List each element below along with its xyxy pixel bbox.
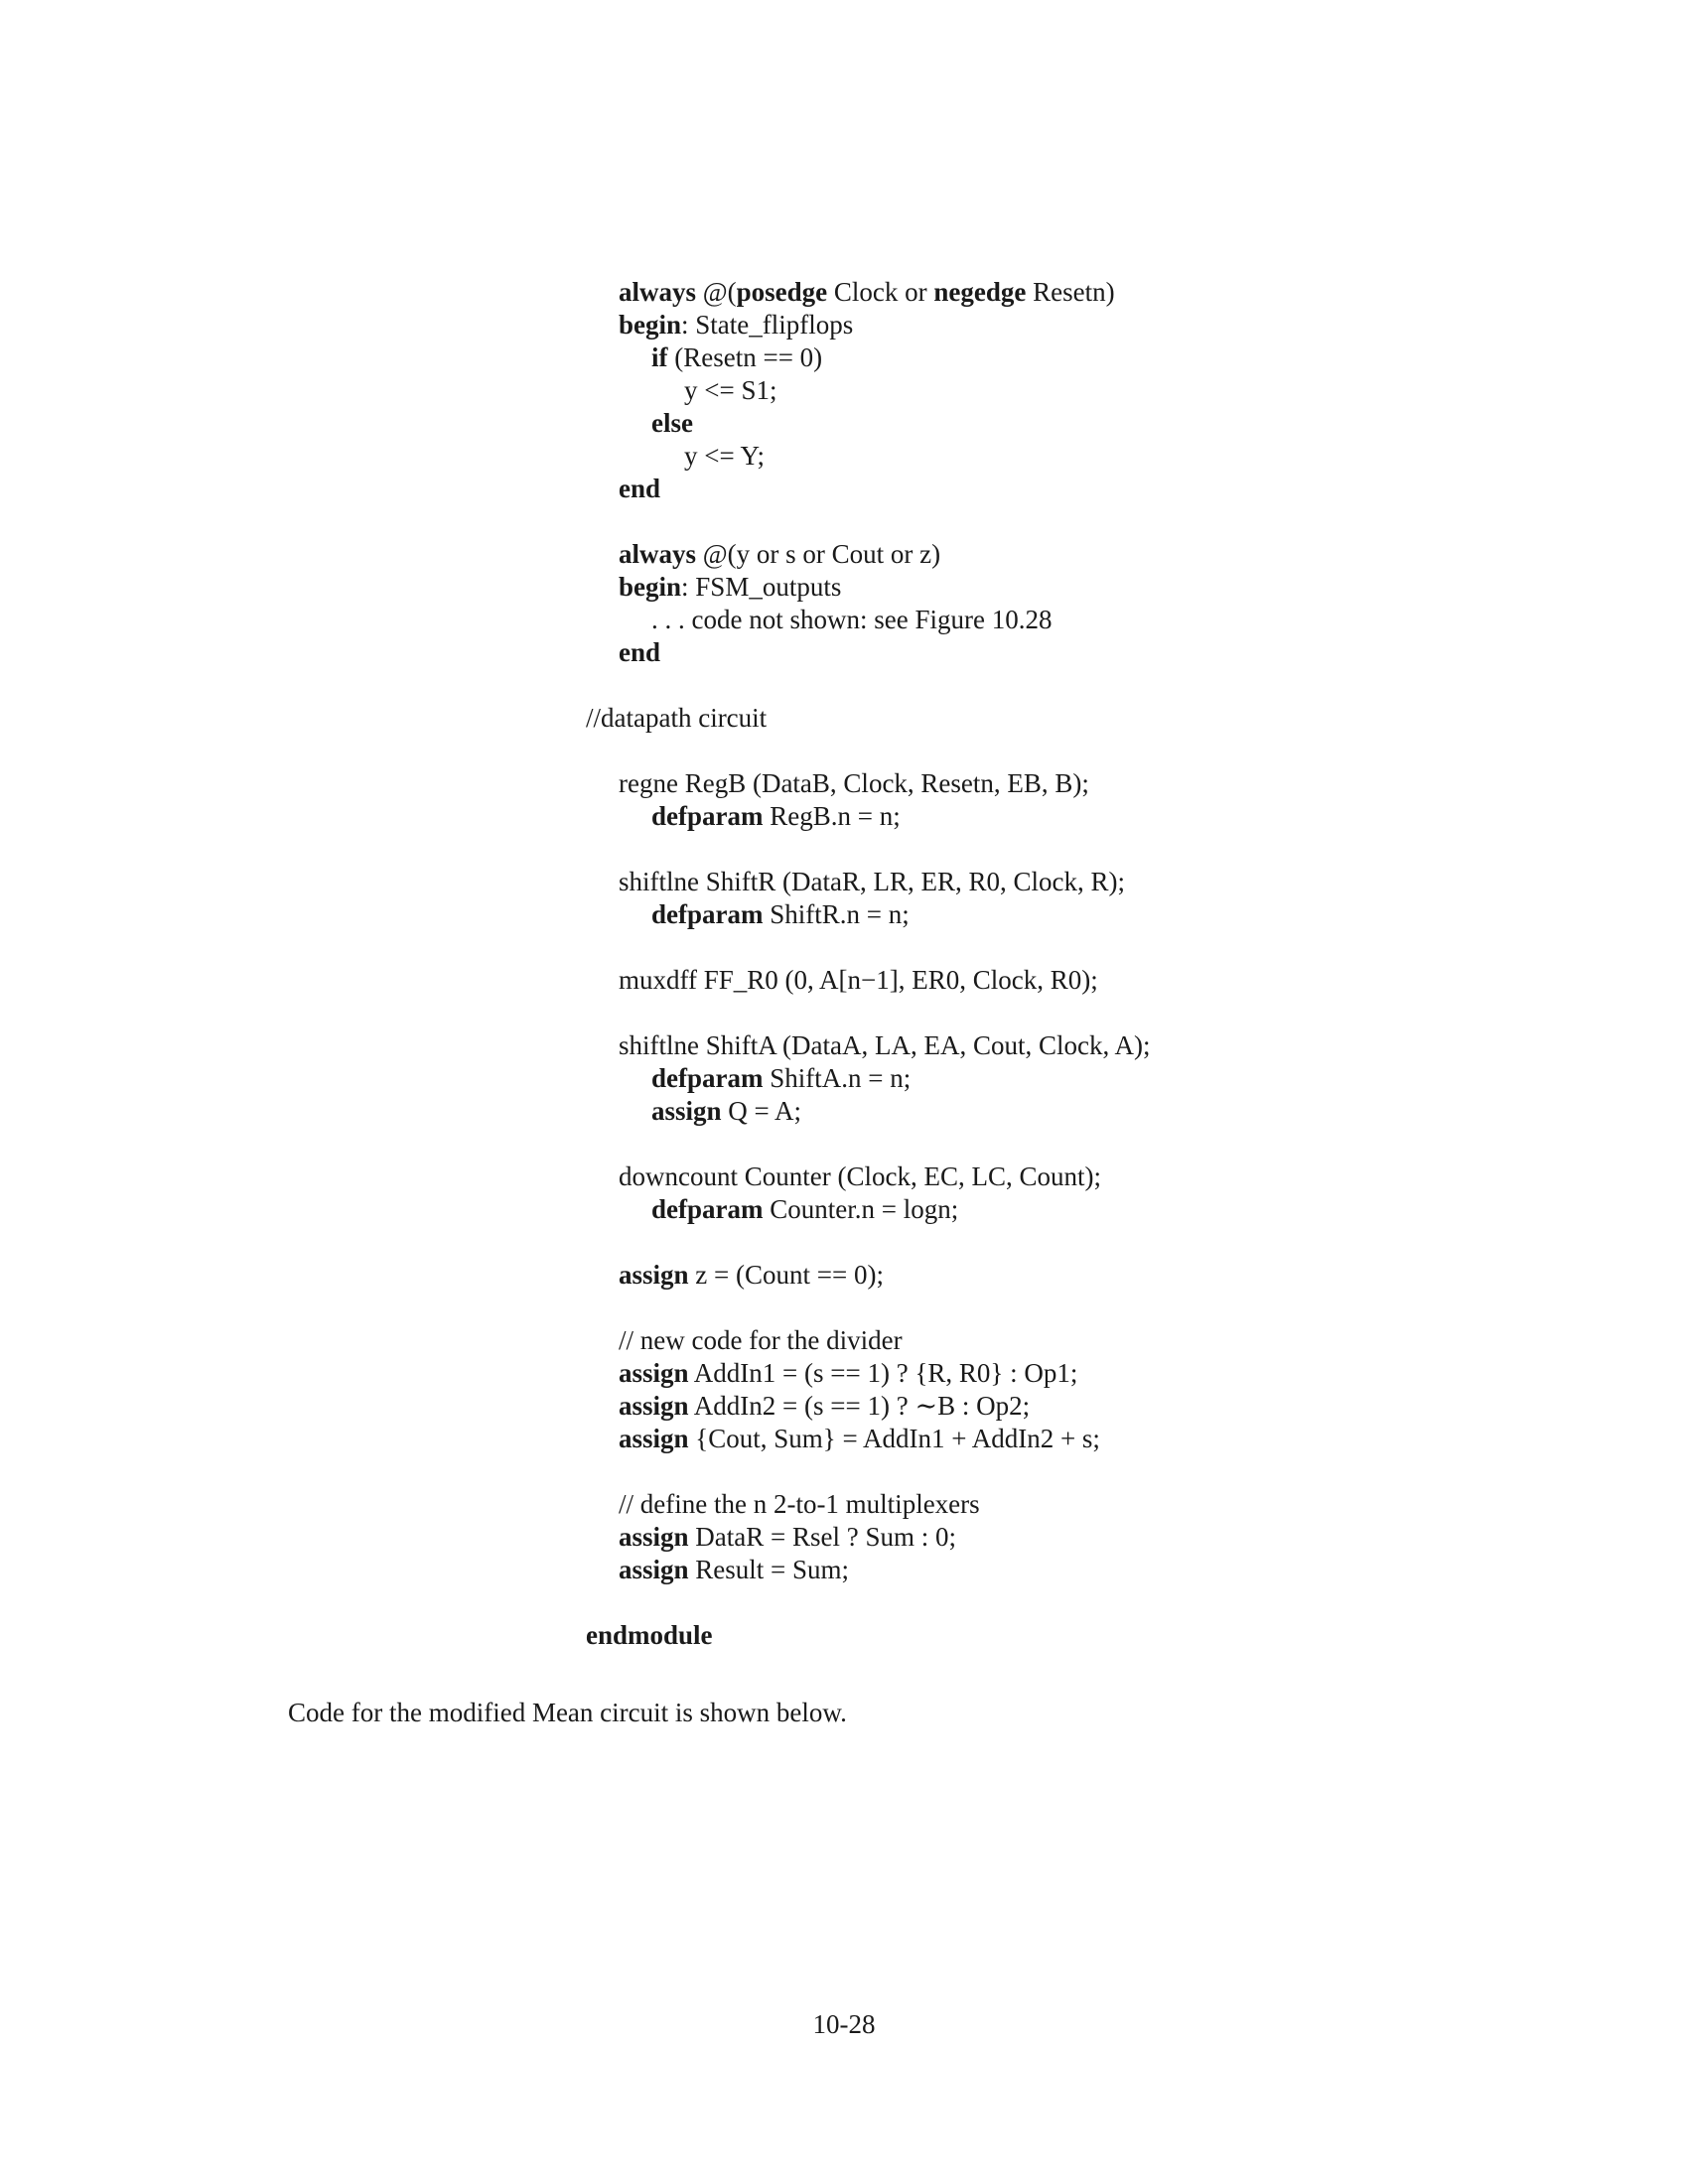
code-line: [619, 866, 1125, 898]
code-text: @(y or s or Cout or z): [696, 539, 941, 569]
code-text: // define the n 2-to-1 multiplexers: [619, 1489, 980, 1519]
code-keyword: begin: [619, 572, 682, 602]
code-keyword: assign: [619, 1260, 689, 1290]
code-line: [651, 1095, 801, 1128]
code-line: [651, 341, 822, 374]
code-keyword: assign: [619, 1424, 689, 1453]
code-keyword: defparam: [651, 899, 764, 929]
code-line: [651, 407, 693, 440]
code-line: [651, 800, 901, 833]
code-keyword: if: [651, 342, 668, 372]
code-line: [619, 964, 1098, 997]
code-line: [619, 636, 660, 669]
code-line: [619, 1521, 956, 1554]
code-line: [651, 604, 1052, 636]
code-text: AddIn2 = (s == 1) ? ∼B : Op2;: [688, 1391, 1031, 1421]
code-line: [619, 1554, 849, 1586]
code-line: [651, 898, 910, 931]
code-text: z = (Count == 0);: [688, 1260, 884, 1290]
code-line: [619, 1029, 1150, 1062]
body-paragraph: Code for the modified Mean circuit is shown below.: [288, 1698, 847, 1727]
code-keyword: assign: [619, 1358, 689, 1388]
code-line: [684, 440, 765, 473]
code-line: [619, 473, 660, 505]
code-line: [684, 374, 776, 407]
code-text: Resetn): [1026, 277, 1115, 307]
code-keyword: defparam: [651, 801, 764, 831]
code-text: shiftlne ShiftA (DataA, LA, EA, Cout, Clock, A);: [619, 1030, 1151, 1060]
code-text: @(: [696, 277, 737, 307]
code-text: shiftlne ShiftR (DataR, LR, ER, R0, Clock, R);: [619, 867, 1125, 896]
code-text: Q = A;: [721, 1096, 802, 1126]
code-text: muxdff FF_R0 (0, A[n−1], ER0, Clock, R0);: [619, 965, 1098, 995]
code-text: downcount Counter (Clock, EC, LC, Count);: [619, 1161, 1101, 1191]
code-text: RegB.n = n;: [763, 801, 901, 831]
code-line: [619, 1324, 903, 1357]
code-text: ShiftA.n = n;: [763, 1063, 912, 1093]
code-line: [619, 767, 1089, 800]
code-line: [651, 1193, 958, 1226]
code-keyword: assign: [619, 1555, 689, 1584]
code-line: [619, 1423, 1100, 1455]
code-line: [619, 1390, 1030, 1423]
code-keyword: end: [619, 474, 661, 503]
code-line: [619, 1488, 980, 1521]
code-line: [619, 309, 853, 341]
code-keyword: negedge: [933, 277, 1027, 307]
code-line: [619, 1259, 884, 1292]
code-keyword: defparam: [651, 1063, 764, 1093]
code-text: y <= Y;: [684, 441, 765, 471]
code-text: // new code for the divider: [619, 1325, 903, 1355]
code-text: Result = Sum;: [688, 1555, 850, 1584]
code-keyword: always: [619, 539, 697, 569]
code-line: [651, 1062, 911, 1095]
code-line: [586, 1619, 713, 1652]
code-text: {Cout, Sum} = AddIn1 + AddIn2 + s;: [688, 1424, 1100, 1453]
code-keyword: begin: [619, 310, 682, 340]
code-text: (Resetn == 0): [667, 342, 823, 372]
code-text: Counter.n = logn;: [763, 1194, 959, 1224]
code-text: Clock or: [827, 277, 934, 307]
code-text: : State_flipflops: [681, 310, 854, 340]
code-keyword: posedge: [736, 277, 828, 307]
code-line: [619, 1357, 1077, 1390]
code-keyword: assign: [651, 1096, 722, 1126]
code-keyword: assign: [619, 1522, 689, 1552]
code-line: [619, 538, 940, 571]
code-keyword: assign: [619, 1391, 689, 1421]
code-text: regne RegB (DataB, Clock, Resetn, EB, B);: [619, 768, 1089, 798]
code-text: : FSM_outputs: [681, 572, 842, 602]
code-text: AddIn1 = (s == 1) ? {R, R0} : Op1;: [688, 1358, 1078, 1388]
code-line: [619, 571, 841, 604]
code-keyword: end: [619, 637, 661, 667]
code-keyword: always: [619, 277, 697, 307]
code-keyword: defparam: [651, 1194, 764, 1224]
code-text: . . . code not shown: see Figure 10.28: [651, 605, 1053, 634]
code-text: ShiftR.n = n;: [763, 899, 910, 929]
code-line: [619, 276, 1115, 309]
code-line: [586, 702, 767, 735]
code-keyword: else: [651, 408, 693, 438]
code-keyword: endmodule: [586, 1620, 713, 1650]
code-text: //datapath circuit: [586, 703, 768, 733]
code-text: y <= S1;: [684, 375, 777, 405]
page-number: 10-28: [812, 2009, 876, 2039]
code-line: [619, 1160, 1101, 1193]
code-text: DataR = Rsel ? Sum : 0;: [688, 1522, 957, 1552]
